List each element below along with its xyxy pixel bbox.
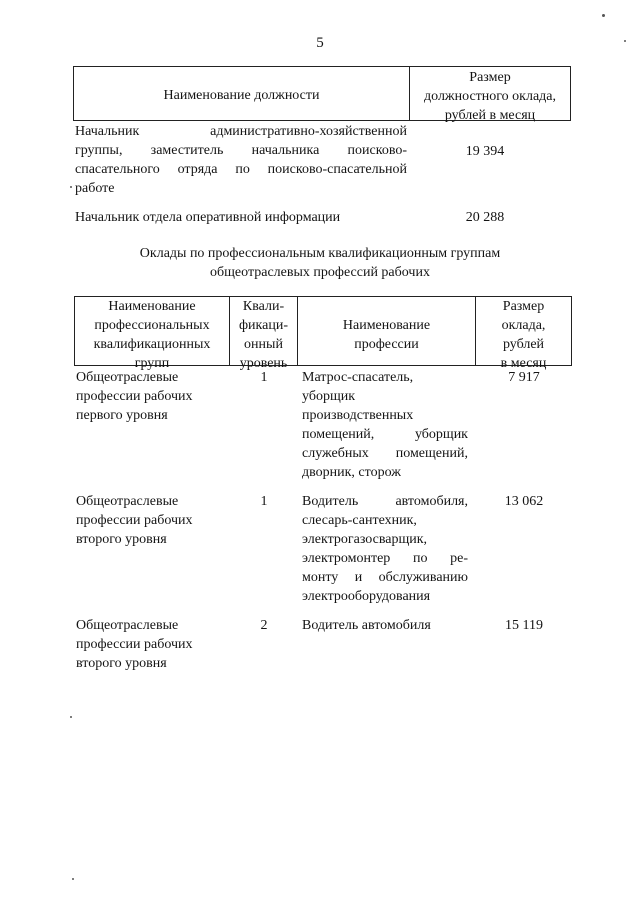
table1-header-position-name: Наименование должности (163, 88, 320, 103)
table2-row1-group: Общеотраслевые профессии рабочих первого уровня (76, 370, 193, 423)
table2-row3-level: 2 (260, 618, 268, 633)
table2-row1-level: 1 (260, 370, 268, 385)
table1-row2-position: Начальник отдела оперативной информации (75, 210, 341, 225)
table2-header-level: Квали- фикаци- онный уровень (238, 299, 288, 371)
section-title: Оклады по профессиональным квалификационным группам общеотраслевых профессий рабочих (139, 246, 501, 280)
scan-speck (624, 40, 626, 42)
table1-header-salary: Размер должностного оклада, рублей в месяц (424, 70, 556, 123)
scan-speck (70, 186, 72, 188)
table1-row1-position: Начальник административно-хозяйственной группы, заместитель начальника поисково- спасательного отряда по поисково-спасательной работе (75, 124, 407, 196)
table2-row2-profession: Водитель автомобиля, слесарь-сантехник, электрогазосварщик, электромонтер по ре- монту и обслуживанию электрооборудования (302, 494, 468, 604)
scan-speck (72, 878, 74, 880)
scan-speck (70, 716, 72, 718)
page-number: 5 (316, 35, 324, 51)
table2-row3-salary: 15 119 (505, 618, 543, 633)
table2-row3-profession: Водитель автомобиля (302, 618, 431, 633)
table1-row1-salary: 19 394 (465, 144, 505, 159)
table2-row2-salary: 13 062 (504, 494, 544, 509)
table1-row2-salary: 20 288 (465, 210, 505, 225)
table2-row1-salary: 7 917 (508, 370, 540, 385)
scan-speck (602, 14, 605, 17)
table2-row3-group: Общеотраслевые профессии рабочих второго уровня (76, 618, 193, 671)
table2-header-salary: Размер оклада, рублей в месяц (500, 299, 547, 371)
table2-header-group: Наименование профессиональных квалификационных групп (93, 299, 211, 371)
table2-row2-group: Общеотраслевые профессии рабочих второго уровня (76, 494, 193, 547)
table2-header-profession: Наименование профессии (342, 318, 431, 352)
table2-row2-level: 1 (260, 494, 268, 509)
table2-row1-profession: Матрос-спасатель, уборщик производственных помещений, уборщик служебных помещений, дворник, сторож (302, 370, 468, 480)
